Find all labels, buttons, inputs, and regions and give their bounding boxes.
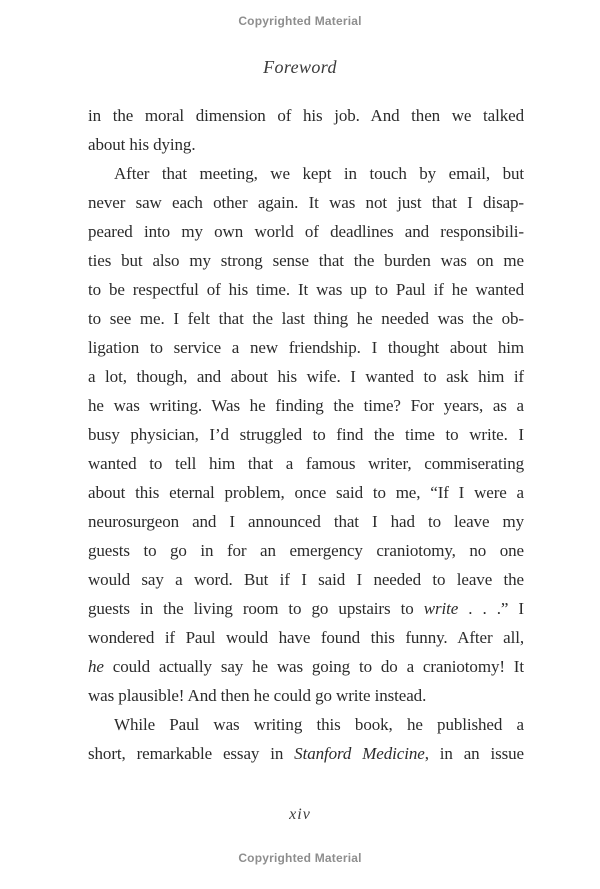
body-text <box>88 101 524 768</box>
text-line: guests in the living room to go upstairs to write . . .” I <box>88 599 524 618</box>
text-line: he could actually say he was going to do a craniotomy! It <box>88 657 524 676</box>
text-line: about this eternal problem, once said to me, “If I were a <box>88 483 524 502</box>
text-line: busy physician, I’d struggled to find the time to write. I <box>88 425 524 444</box>
copyright-notice-bottom: Copyrighted Material <box>238 851 362 865</box>
text-line: peared into my own world of deadlines and responsibili- <box>88 222 524 241</box>
text-line: a lot, though, and about his wife. I wanted to ask him if <box>88 367 524 386</box>
text-line: would say a word. But if I said I needed to leave the <box>88 570 524 589</box>
text-line: wanted to tell him that a famous writer, commiserating <box>88 454 524 473</box>
text-line: neurosurgeon and I announced that I had to leave my <box>88 512 524 531</box>
text-line: short, remarkable essay in Stanford Medicine, in an issue <box>88 744 524 763</box>
chapter-heading: Foreword <box>263 57 337 77</box>
copyright-notice-top: Copyrighted Material <box>238 14 362 28</box>
text-line: ties but also my strong sense that the burden was on me <box>88 251 524 270</box>
text-line: he was writing. Was he finding the time? For years, as a <box>88 396 524 415</box>
text-line: ligation to service a new friendship. I thought about him <box>88 338 524 357</box>
text-line: While Paul was writing this book, he published a <box>114 715 524 734</box>
text-line: guests to go in for an emergency craniotomy, no one <box>88 541 524 560</box>
text-line: never saw each other again. It was not just that I disap- <box>88 193 524 212</box>
text-line: to be respectful of his time. It was up to Paul if he wanted <box>88 280 524 299</box>
text-line: was plausible! And then he could go write instead. <box>88 686 427 705</box>
text-line: to see me. I felt that the last thing he needed was the ob- <box>88 309 524 328</box>
page-number: xiv <box>289 806 311 823</box>
text-line: wondered if Paul would have found this funny. After all, <box>88 628 524 647</box>
text-line: about his dying. <box>88 135 196 154</box>
text-line: After that meeting, we kept in touch by email, but <box>114 164 524 183</box>
text-line: in the moral dimension of his job. And then we talked <box>88 106 524 125</box>
